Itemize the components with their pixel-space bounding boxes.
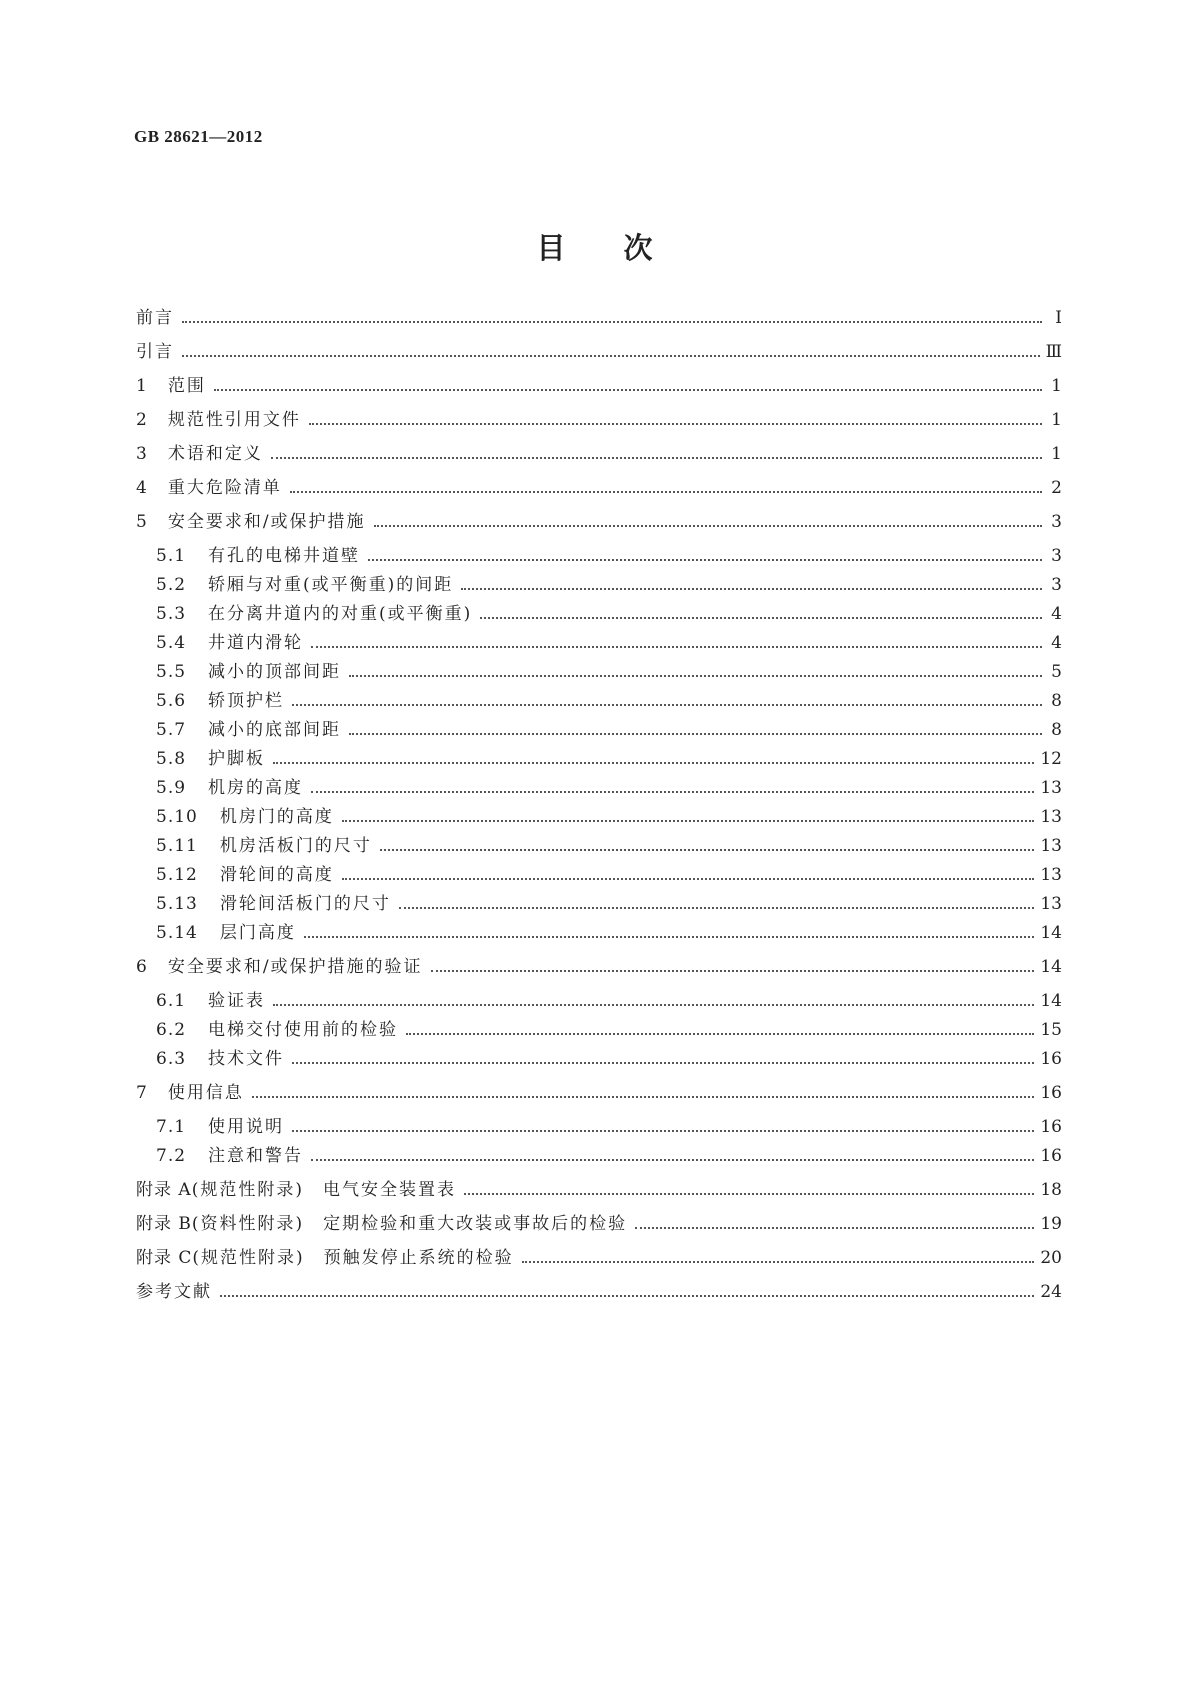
toc-entry-5-6[interactable] (156, 689, 1062, 713)
toc-dot-leader (464, 1193, 1034, 1195)
toc-entry-page: 1 (1051, 444, 1062, 464)
toc-entry-number: 5.8 (156, 749, 187, 769)
toc-entry-number: 6 (136, 957, 148, 977)
toc-entry-title: 机房门的高度 (219, 807, 334, 827)
document-code: GB 28621—2012 (134, 127, 263, 146)
toc-entry-number: 6.3 (156, 1049, 187, 1069)
toc-entry-number: 附录 B (136, 1214, 192, 1234)
toc-entry-page: Ⅲ (1045, 342, 1062, 362)
page-title-char: 目 (536, 231, 568, 265)
toc-entry-page: 8 (1051, 720, 1062, 740)
toc-entry-5-2[interactable] (156, 573, 1062, 597)
toc-dot-leader (311, 646, 1042, 648)
toc-entry-2[interactable] (136, 408, 1062, 432)
toc-entry-title: (规范性附录) 电气安全装置表 (191, 1180, 456, 1200)
toc-entry-title: 滑轮间的高度 (219, 865, 334, 885)
toc-entry-title: 安全要求和/或保护措施的验证 (167, 957, 423, 977)
toc-entry-page: 3 (1051, 512, 1062, 532)
toc-entry-page: 12 (1040, 749, 1062, 769)
toc-dot-leader (252, 1096, 1035, 1098)
toc-entry-title: 护脚板 (208, 749, 266, 769)
toc-dot-leader (635, 1227, 1034, 1229)
toc-entry-page: 1 (1051, 376, 1062, 396)
toc-dot-leader (480, 617, 1042, 619)
toc-entry-title: 机房活板门的尺寸 (219, 836, 372, 856)
toc-entry-page: 16 (1040, 1117, 1062, 1137)
toc-entry-number: 1 (136, 376, 148, 396)
toc-entry-number: 2 (136, 410, 148, 430)
toc-dot-leader (304, 936, 1035, 938)
toc-dot-leader (311, 791, 1034, 793)
toc-entry-page: 16 (1040, 1146, 1062, 1166)
toc-entry-number: 5.6 (156, 691, 187, 711)
toc-entry-title: 轿厢与对重(或平衡重)的间距 (208, 575, 454, 595)
toc-entry-page: 13 (1040, 865, 1062, 885)
toc-entry-title: 减小的顶部间距 (208, 662, 342, 682)
toc-entry-page: 4 (1051, 604, 1062, 624)
toc-entry-title: (资料性附录) 定期检验和重大改装或事故后的检验 (191, 1214, 628, 1234)
toc-entry-title: 安全要求和/或保护措施 (167, 512, 366, 532)
toc-dot-leader (342, 878, 1035, 880)
toc-entry-7-1[interactable] (156, 1115, 1062, 1139)
toc-entry-number: 附录 A (136, 1180, 192, 1200)
toc-entry-page: 13 (1040, 807, 1062, 827)
toc-entry-5-9[interactable] (156, 776, 1062, 800)
toc-dot-leader (399, 907, 1035, 909)
toc-entry-7-2[interactable] (156, 1144, 1062, 1168)
toc-entry-number: 5.10 (156, 807, 198, 827)
toc-dot-leader (273, 1004, 1034, 1006)
toc-entry-page: 16 (1040, 1083, 1062, 1103)
toc-entry-page: 14 (1040, 957, 1062, 977)
toc-entry-page: 5 (1051, 662, 1062, 682)
toc-entry-title: (规范性附录) 预触发停止系统的检验 (192, 1248, 514, 1268)
toc-entry-title: 机房的高度 (208, 778, 304, 798)
toc-dot-leader (349, 733, 1042, 735)
toc-entry-6-3[interactable] (156, 1047, 1062, 1071)
toc-entry-page: 8 (1051, 691, 1062, 711)
toc-entry-page: 13 (1040, 836, 1062, 856)
toc-entry-page: 14 (1040, 991, 1062, 1011)
toc-entry-3[interactable] (136, 442, 1062, 466)
toc-entry-title: 层门高度 (219, 923, 296, 943)
toc-entry-5[interactable] (136, 510, 1062, 534)
toc-dot-leader (273, 762, 1034, 764)
toc-entry-number: 附录 C (136, 1248, 193, 1268)
toc-entry-number: 5.11 (156, 836, 198, 856)
toc-entry-number: 5.1 (156, 546, 187, 566)
toc-dot-leader (182, 355, 1040, 357)
toc-entry-page: 14 (1040, 923, 1062, 943)
toc-dot-leader (214, 389, 1042, 391)
page-title (0, 226, 1191, 267)
toc-entry-number: 5.2 (156, 575, 187, 595)
toc-entry-5-3[interactable] (156, 602, 1062, 626)
toc-entry-preface[interactable] (136, 306, 1062, 330)
toc-entry-title: 在分离井道内的对重(或平衡重) (208, 604, 473, 624)
toc-entry-number: 5.3 (156, 604, 187, 624)
toc-entry-page: 3 (1051, 546, 1062, 566)
toc-entry-page: 13 (1040, 778, 1062, 798)
toc-entry-bibliography[interactable] (136, 1280, 1062, 1304)
toc-entry-page: 20 (1040, 1248, 1062, 1268)
toc-entry-5-13[interactable] (156, 892, 1062, 916)
toc-entry-page: 15 (1040, 1020, 1062, 1040)
toc-entry-4[interactable] (136, 476, 1062, 500)
toc-entry-title: 注意和警告 (208, 1146, 304, 1166)
toc-dot-leader (380, 849, 1035, 851)
toc-entry-number: 7.2 (156, 1146, 187, 1166)
toc-entry-number: 5.7 (156, 720, 187, 740)
toc-entry-5-5[interactable] (156, 660, 1062, 684)
toc-entry-6-2[interactable] (156, 1018, 1062, 1042)
toc-entry-title: 重大危险清单 (167, 478, 282, 498)
toc-dot-leader (292, 704, 1042, 706)
toc-entry-7[interactable] (136, 1081, 1062, 1105)
toc-entry-1[interactable] (136, 374, 1062, 398)
toc-dot-leader (461, 588, 1042, 590)
toc-dot-leader (374, 525, 1042, 527)
toc-entry-title: 轿顶护栏 (208, 691, 285, 711)
toc-dot-leader (311, 1159, 1034, 1161)
toc-entry-title: 技术文件 (208, 1049, 285, 1069)
toc-entry-number: 6.1 (156, 991, 187, 1011)
toc-dot-leader (290, 491, 1042, 493)
toc-entry-annex-b[interactable] (136, 1212, 1062, 1236)
toc-entry-number: 5.14 (156, 923, 198, 943)
toc-entry-number: 7 (136, 1083, 148, 1103)
toc-dot-leader (431, 970, 1035, 972)
toc-entry-title: 井道内滑轮 (208, 633, 304, 653)
toc-entry-page: 16 (1040, 1049, 1062, 1069)
toc-entry-number: 5.12 (156, 865, 198, 885)
toc-entry-5-8[interactable] (156, 747, 1062, 771)
toc-entry-5-10[interactable] (156, 805, 1062, 829)
toc-entry-number: 7.1 (156, 1117, 187, 1137)
toc-entry-number: 5 (136, 512, 148, 532)
toc-dot-leader (406, 1033, 1034, 1035)
toc-entry-title: 参考文献 (136, 1282, 212, 1302)
toc-entry-title: 前言 (136, 308, 174, 328)
toc-entry-5-7[interactable] (156, 718, 1062, 742)
toc-entry-page: 3 (1051, 575, 1062, 595)
toc-entry-5-14[interactable] (156, 921, 1062, 945)
toc-dot-leader (220, 1295, 1034, 1297)
toc-dot-leader (292, 1130, 1034, 1132)
toc-entry-title: 规范性引用文件 (167, 410, 301, 430)
toc-entry-title: 减小的底部间距 (208, 720, 342, 740)
toc-dot-leader (349, 675, 1042, 677)
toc-dot-leader (292, 1062, 1034, 1064)
toc-entry-page: 1 (1051, 410, 1062, 430)
toc-entry-title: 使用信息 (167, 1083, 244, 1103)
toc-dot-leader (309, 423, 1042, 425)
page-title-char: 次 (623, 231, 655, 265)
toc-entry-5-12[interactable] (156, 863, 1062, 887)
toc-entry-6[interactable] (136, 955, 1062, 979)
toc-entry-title: 有孔的电梯井道壁 (208, 546, 361, 566)
toc-dot-leader (342, 820, 1035, 822)
toc-dot-leader (368, 559, 1042, 561)
toc-entry-number: 5.5 (156, 662, 187, 682)
toc-dot-leader (522, 1261, 1035, 1263)
toc-entry-5-1[interactable] (156, 544, 1062, 568)
toc-entry-page: Ⅰ (1055, 308, 1062, 328)
toc-entry-number: 5.4 (156, 633, 187, 653)
toc-dot-leader (182, 321, 1042, 323)
toc-entry-page: 19 (1040, 1214, 1062, 1234)
toc-entry-5-4[interactable] (156, 631, 1062, 655)
toc-entry-annex-a[interactable] (136, 1178, 1062, 1202)
toc-entry-annex-c[interactable] (136, 1246, 1062, 1270)
toc-entry-page: 4 (1051, 633, 1062, 653)
toc-entry-title: 使用说明 (208, 1117, 285, 1137)
toc-entry-5-11[interactable] (156, 834, 1062, 858)
toc-entry-page: 2 (1051, 478, 1062, 498)
toc-entry-title: 引言 (136, 342, 174, 362)
toc-dot-leader (271, 457, 1042, 459)
toc-entry-title: 滑轮间活板门的尺寸 (219, 894, 391, 914)
toc-entry-title: 术语和定义 (167, 444, 263, 464)
toc-entry-number: 5.9 (156, 778, 187, 798)
toc-entry-title: 电梯交付使用前的检验 (208, 1020, 399, 1040)
toc-entry-title: 验证表 (208, 991, 266, 1011)
toc-entry-page: 13 (1040, 894, 1062, 914)
toc-entry-number: 6.2 (156, 1020, 187, 1040)
toc-entry-title: 范围 (167, 376, 206, 396)
toc-entry-number: 5.13 (156, 894, 198, 914)
toc-entry-page: 24 (1040, 1282, 1062, 1302)
toc-entry-number: 3 (136, 444, 148, 464)
toc-entry-introduction[interactable] (136, 340, 1062, 364)
toc-entry-number: 4 (136, 478, 148, 498)
toc-entry-6-1[interactable] (156, 989, 1062, 1013)
toc-entry-page: 18 (1040, 1180, 1062, 1200)
